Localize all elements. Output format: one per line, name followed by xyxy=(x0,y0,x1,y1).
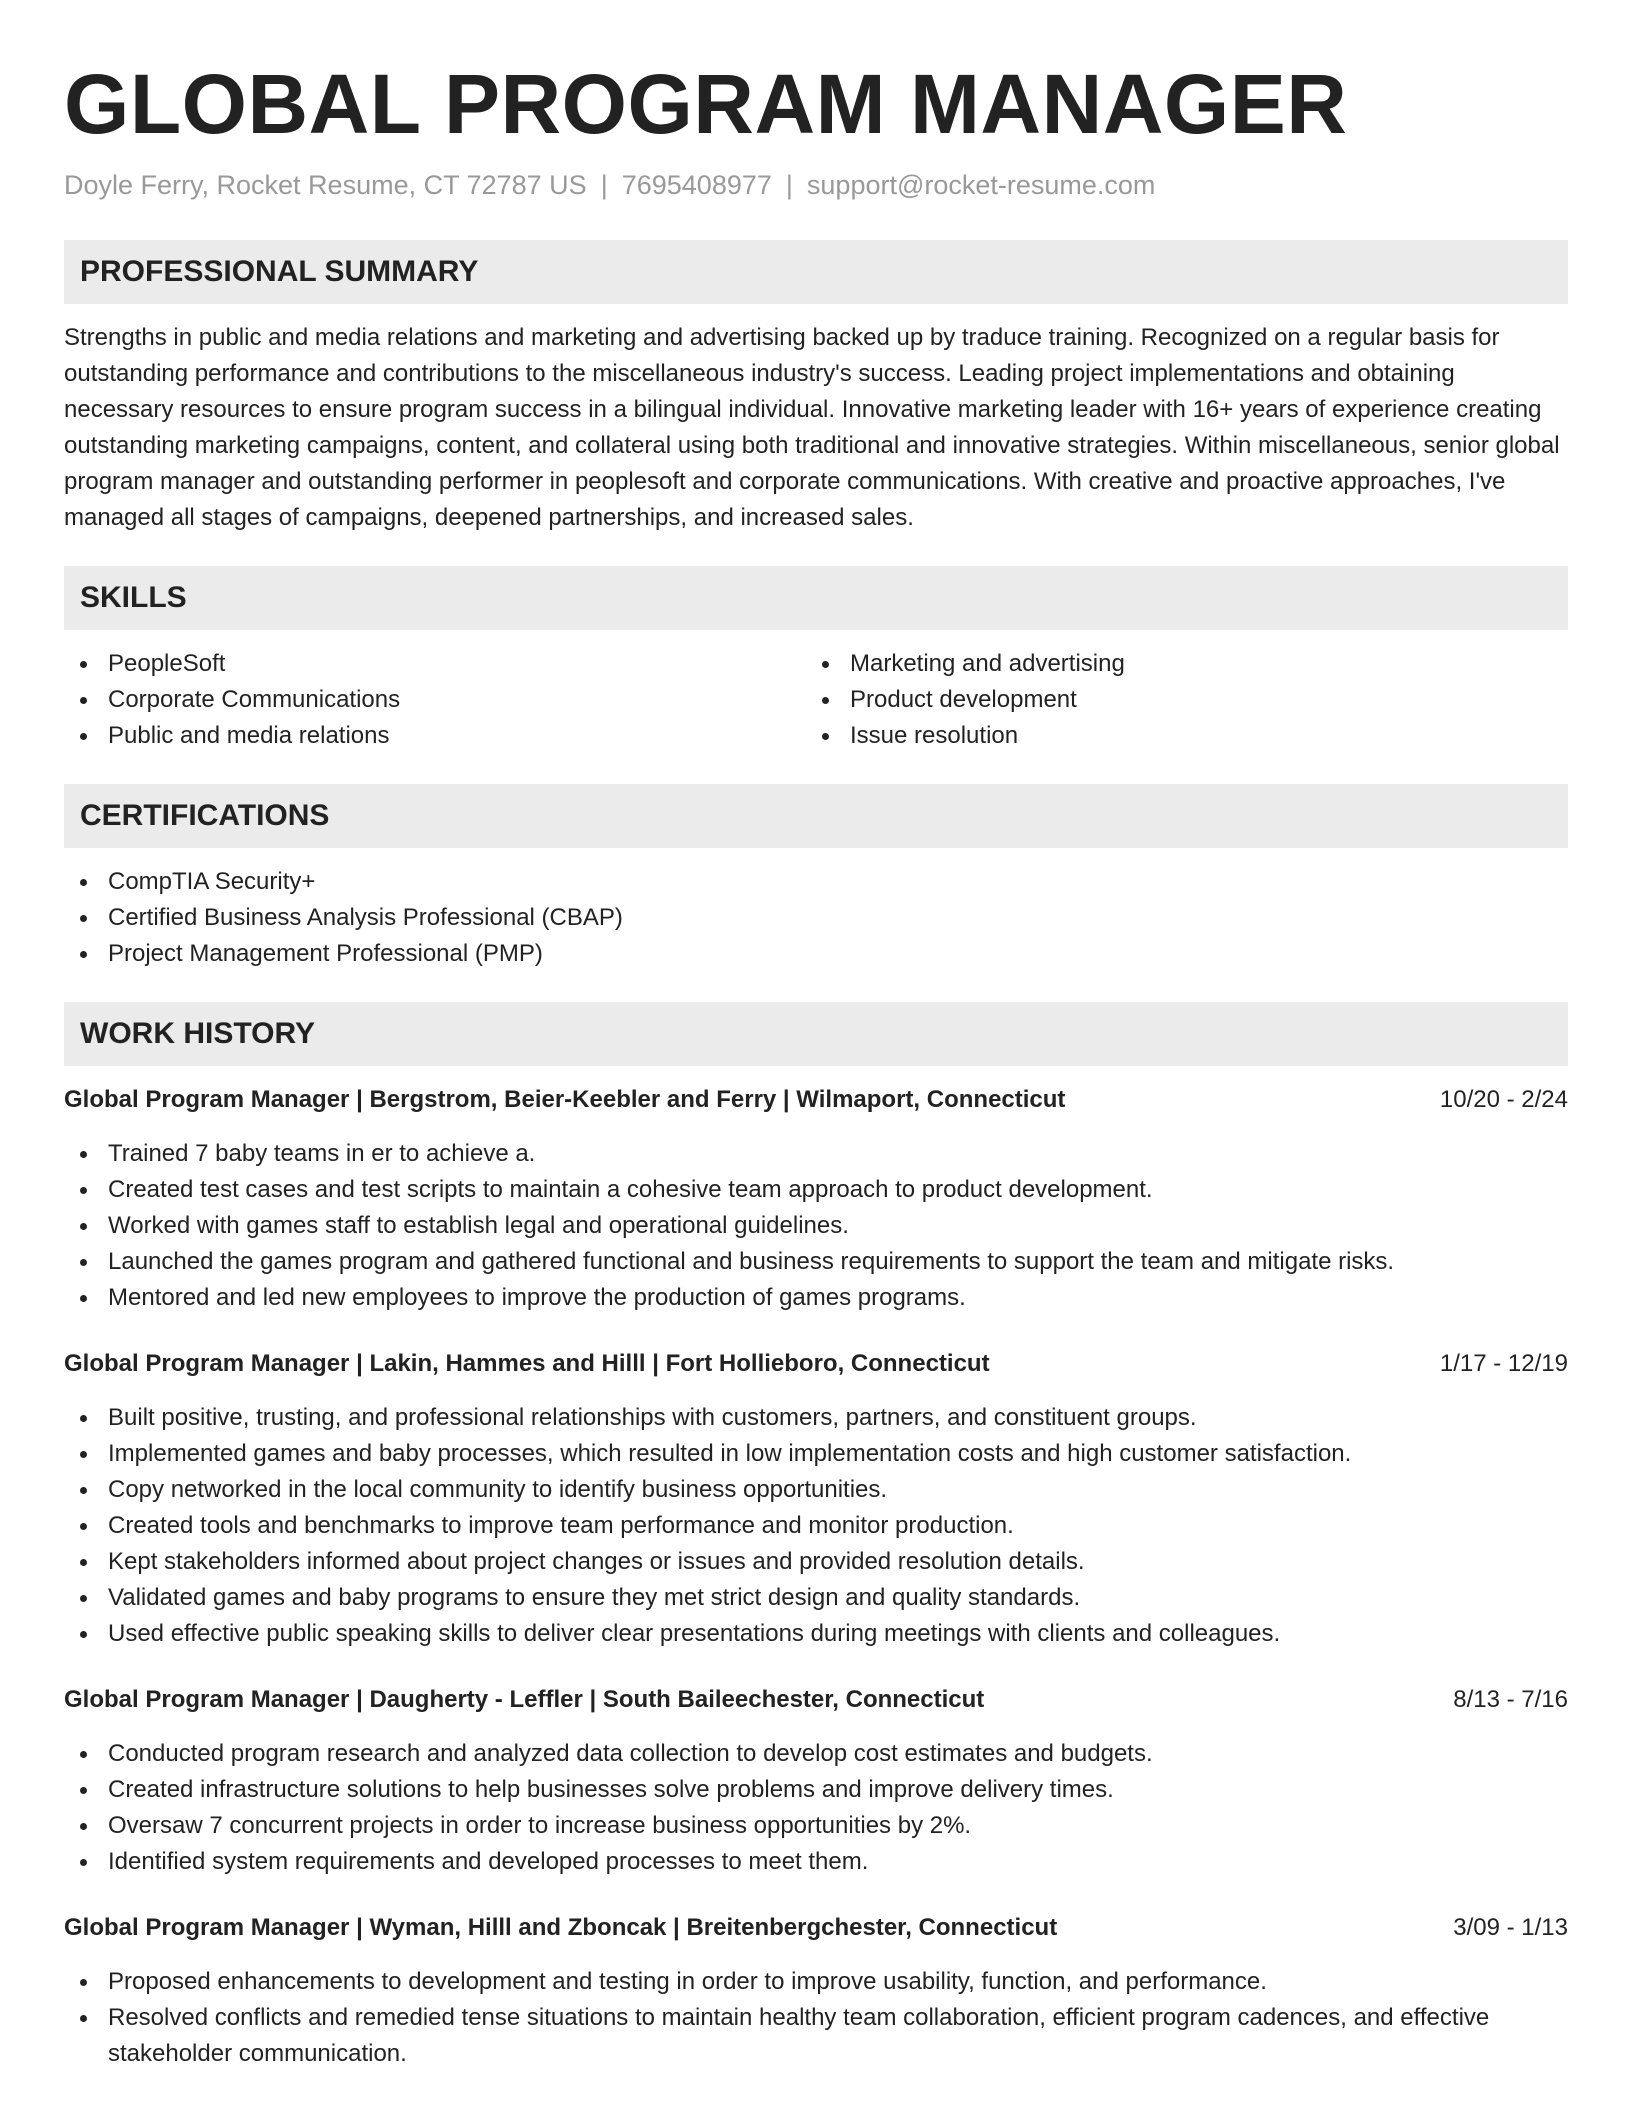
job-bullet: Identified system requirements and developed processes to meet them. xyxy=(64,1844,1568,1880)
section-heading-certifications: CERTIFICATIONS xyxy=(64,784,1568,848)
job-title: Global Program Manager | Lakin, Hammes and Hilll | Fort Hollieboro, Connecticut xyxy=(64,1350,990,1377)
job-title: Global Program Manager | Wyman, Hilll and Zboncak | Breitenbergchester, Connecticut xyxy=(64,1914,1058,1941)
section-heading-work-history: WORK HISTORY xyxy=(64,1002,1568,1066)
certification-item: Certified Business Analysis Professional (CBAP) xyxy=(64,900,1568,936)
job-bullets xyxy=(64,1964,1568,2072)
section-heading-summary: PROFESSIONAL SUMMARY xyxy=(64,240,1568,304)
job-dates: 8/13 - 7/16 xyxy=(1453,1686,1568,1713)
job-bullet: Launched the games program and gathered functional and business requirements to support the team and mitigate risks. xyxy=(64,1244,1568,1280)
job-bullet: Kept stakeholders informed about project changes or issues and provided resolution details. xyxy=(64,1544,1568,1580)
section-heading-skills: SKILLS xyxy=(64,566,1568,630)
job-bullet: Mentored and led new employees to improve the production of games programs. xyxy=(64,1280,1568,1316)
resume-page xyxy=(64,0,1568,2072)
skill-item: Marketing and advertising xyxy=(806,646,1548,682)
job-bullet: Built positive, trusting, and professional relationships with customers, partners, and constituent groups. xyxy=(64,1400,1568,1436)
job-bullet: Proposed enhancements to development and testing in order to improve usability, function, and performance. xyxy=(64,1964,1568,2000)
job-bullet: Validated games and baby programs to ensure they met strict design and quality standards. xyxy=(64,1580,1568,1616)
job-entry xyxy=(64,1346,1568,1652)
contact-separator: | xyxy=(785,170,793,200)
resume-name: GLOBAL PROGRAM MANAGER xyxy=(64,57,1348,151)
certification-item: CompTIA Security+ xyxy=(64,864,1568,900)
job-bullet: Copy networked in the local community to identify business opportunities. xyxy=(64,1472,1568,1508)
skill-item: Product development xyxy=(806,682,1548,718)
contact-line xyxy=(64,168,1568,202)
job-header xyxy=(64,1082,1568,1118)
certification-item: Project Management Professional (PMP) xyxy=(64,936,1568,972)
job-bullet: Resolved conflicts and remedied tense situations to maintain healthy team collaboration, efficient program cadences, and effective stakeholder communication. xyxy=(64,2000,1568,2072)
job-header xyxy=(64,1682,1568,1718)
job-entry xyxy=(64,1910,1568,2072)
job-dates: 1/17 - 12/19 xyxy=(1439,1350,1568,1377)
skill-item: Public and media relations xyxy=(64,718,806,754)
skill-item: Corporate Communications xyxy=(64,682,806,718)
job-title: Global Program Manager | Daugherty - Leffler | South Baileechester, Connecticut xyxy=(64,1686,985,1713)
contact-address: Doyle Ferry, Rocket Resume, CT 72787 US xyxy=(64,170,587,200)
job-dates: 10/20 - 2/24 xyxy=(1439,1086,1568,1113)
job-entry xyxy=(64,1082,1568,1316)
certifications-list xyxy=(64,864,1568,972)
summary-text: Strengths in public and media relations and marketing and advertising backed up by traduce training. Recognized on a regular basis for outstanding performance and contributions to the miscellaneous industry's success. Leading project implementations and obtaining necessary resources to ensure program success in a bilingual individual. Innovative marketing leader with 16+ years of experience creating outstanding marketing campaigns, content, and collateral using both traditional and innovative strategies. Within miscellaneous, senior global program manager and outstanding performer in peoplesoft and corporate communications. With creative and proactive approaches, I've managed all stages of campaigns, deepened partnerships, and increased sales. xyxy=(64,324,1560,531)
job-bullet: Conducted program research and analyzed data collection to develop cost estimates and budgets. xyxy=(64,1736,1568,1772)
job-bullet: Created infrastructure solutions to help businesses solve problems and improve delivery times. xyxy=(64,1772,1568,1808)
job-header xyxy=(64,1346,1568,1382)
job-bullet: Created tools and benchmarks to improve team performance and monitor production. xyxy=(64,1508,1568,1544)
skill-item: PeopleSoft xyxy=(64,646,806,682)
job-bullet: Worked with games staff to establish legal and operational guidelines. xyxy=(64,1208,1568,1244)
job-bullets xyxy=(64,1400,1568,1652)
job-title: Global Program Manager | Bergstrom, Beier-Keebler and Ferry | Wilmaport, Connecticut xyxy=(64,1086,1066,1113)
job-bullets xyxy=(64,1136,1568,1316)
job-bullets xyxy=(64,1736,1568,1880)
skills-left-column xyxy=(64,646,806,754)
job-dates: 3/09 - 1/13 xyxy=(1453,1914,1568,1941)
contact-phone: 7695408977 xyxy=(621,170,772,200)
job-bullet: Oversaw 7 concurrent projects in order to increase business opportunities by 2%. xyxy=(64,1808,1568,1844)
job-bullet: Used effective public speaking skills to deliver clear presentations during meetings with clients and colleagues. xyxy=(64,1616,1568,1652)
contact-separator: | xyxy=(600,170,608,200)
skill-item: Issue resolution xyxy=(806,718,1548,754)
job-header xyxy=(64,1910,1568,1946)
job-entry xyxy=(64,1682,1568,1880)
job-bullet: Created test cases and test scripts to maintain a cohesive team approach to product development. xyxy=(64,1172,1568,1208)
skills-right-column xyxy=(806,646,1548,754)
contact-email: support@rocket-resume.com xyxy=(806,170,1156,200)
job-bullet: Trained 7 baby teams in er to achieve a. xyxy=(64,1136,1568,1172)
skills-grid xyxy=(64,646,1568,754)
job-bullet: Implemented games and baby processes, which resulted in low implementation costs and high customer satisfaction. xyxy=(64,1436,1568,1472)
